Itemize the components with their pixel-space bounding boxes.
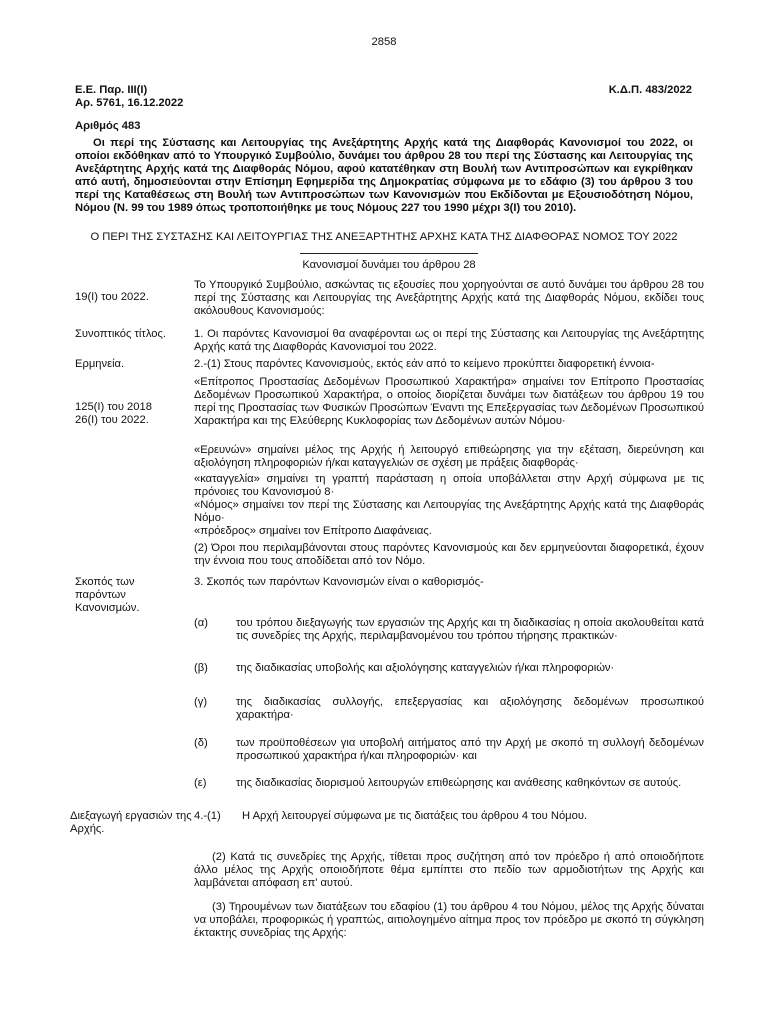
regulation-number: Αριθμός 483 [75,120,141,132]
regulation-4-1: Η Αρχή λειτουργεί σύμφωνα με τις διατάξεις του άρθρου 4 του Νόμου. [242,810,588,822]
definition-commissioner: «Επίτροπος Προστασίας Δεδομένων Προσωπικού Χαρακτήρα» σημαίνει τον Επίτροπο Προστασίας Δεδομένων Προσωπικού Χαρακτήρα, ο οποίος διορίζεται δυνάμει των διατάξεων του άρθρου 19 του περί της Προστασίας των Φυσικών Προσώπων Έναντι της Επεξεργασίας των Δεδομένων Προσωπικού Χαρακτήρα και της Ελεύθερης Κυκλοφορίας των Δεδομένων αυτών Νόμου· [194,376,704,427]
regulation-4-number: 4.-(1) [194,810,221,822]
margin-purpose: Σκοπός των παρόντων Κανονισμών. [75,576,140,614]
list-item-label: (γ) [194,696,208,708]
regulations-heading: Κανονισμοί δυνάμει του άρθρου 28 [302,259,476,271]
regulation-4-3: (3) Τηρουμένων των διατάξεων του εδαφίου (1) του άρθρου 4 του Νόμου, μέλος της Αρχής δύναται να υποβάλει, προφορικώς ή γραπτώς, αιτιολογημένο αίτημα προς τον πρόεδρο με σκοπό τη σύγκληση έκτακτης συνεδρίας της Αρχής: [194,901,704,939]
list-item-label: (δ) [194,737,208,749]
list-item: των προϋποθέσεων για υποβολή αιτήματος από την Αρχή με σκοπό τη συλλογή δεδομένων προσωπικού χαρακτήρα ή/και πληροφοριών· και [236,737,704,762]
regulation-code: Κ.Δ.Π. 483/2022 [608,84,692,96]
list-item-label: (β) [194,662,208,674]
regulation-2: 2.-(1) Στους παρόντες Κανονισμούς, εκτός εάν από το κείμενο προκύπτει διαφορετική έννοια- [194,358,655,370]
law-title: Ο ΠΕΡΙ ΤΗΣ ΣΥΣΤΑΣΗΣ ΚΑΙ ΛΕΙΤΟΥΡΓΙΑΣ ΤΗΣ ΑΝΕΞΑΡΤΗΤΗΣ ΑΡΧΗΣ ΚΑΤΑ ΤΗΣ ΔΙΑΦΘΟΡΑΣ ΝΟΜΟΣ ΤΟΥ 2022 [90,231,678,243]
gazette-issue: Ε.Ε. Παρ. ΙΙΙ(Ι) [75,84,148,96]
margin-law-reference: 19(Ι) του 2022. [75,291,149,303]
margin-conduct: Διεξαγωγή εργασιών της Αρχής. [70,810,192,835]
definition-complaint: «καταγγελία» σημαίνει τη γραπτή παράσταση η οποία υποβάλλεται στην Αρχή σύμφωνα με τις πρόνοιες του Κανονισμού 8· [194,473,704,498]
regulation-3: 3. Σκοπός των παρόντων Κανονισμών είναι ο καθορισμός- [194,576,484,588]
regulation-4-2: (2) Κατά τις συνεδρίες της Αρχής, τίθεται προς συζήτηση από τον πρόεδρο ή από οποιοδήποτε άλλο μέλος της Αρχής οποιοδήποτε θέμα εμπίπτει στο πεδίο των αρμοδιοτήτων της Αρχής και λαμβάνεται απόφαση επ' αυτού. [194,851,704,889]
margin-data-laws: 125(Ι) του 2018 26(Ι) του 2022. [75,401,152,426]
list-item: του τρόπου διεξαγωγής των εργασιών της Αρχής και τη διαδικασίας η οποία ακολουθείται κατά τις συνεδρίες της Αρχής, περιλαμβανομένου του τρόπου τήρησης πρακτικών· [236,617,704,642]
regulation-1: 1. Οι παρόντες Κανονισμοί θα αναφέρονται ως οι περί της Σύστασης και Λειτουργίας της Ανεξάρτητης Αρχής κατά της Διαφθοράς Κανονισμοί του 2022. [194,328,704,353]
page-number: 2858 [371,36,397,48]
margin-interpretation: Ερμηνεία. [75,358,125,370]
gazette-number-date: Αρ. 5761, 16.12.2022 [75,97,184,109]
regulation-2-2: (2) Όροι που περιλαμβάνονται στους παρόντες Κανονισμούς και δεν ερμηνεύονται διαφορετικά, έχουν την έννοια που τους αποδίδεται από τον Νόμο. [194,542,704,567]
list-item: της διαδικασίας υποβολής και αξιολόγησης καταγγελιών ή/και πληροφοριών· [236,662,615,674]
list-item: της διαδικασίας διορισμού λειτουργών επιθεώρησης και ανάθεσης καθηκόντων σε αυτούς. [236,777,682,789]
list-item-label: (ε) [194,777,207,789]
intro-paragraph: Το Υπουργικό Συμβούλιο, ασκώντας τις εξουσίες που χορηγούνται σε αυτό δυνάμει του άρθρου 28 του περί της Σύστασης και Λειτουργίας της Ανεξάρτητης Αρχής κατά της Διαφθοράς Νόμου, εκδίδει τους ακόλουθους Κανονισμούς: [194,279,704,317]
list-item-label: (α) [194,617,208,629]
definition-chair: «πρόεδρος» σημαίνει τον Επίτροπο Διαφάνειας. [194,525,432,537]
title-divider [300,253,478,254]
definition-investigator: «Ερευνών» σημαίνει μέλος της Αρχής ή λειτουργό επιθεώρησης για την εξέταση, διερεύνηση και αξιολόγηση πληροφοριών ή/και καταγγελιών σε σχέση με πράξεις διαφθοράς· [194,444,704,469]
margin-synoptic-title: Συνοπτικός τίτλος. [75,328,166,340]
definition-law: «Νόμος» σημαίνει τον περί της Σύστασης και Λειτουργίας της Ανεξάρτητης Αρχής κατά της Διαφθοράς Νόμο· [194,499,704,524]
preamble: Οι περί της Σύστασης και Λειτουργίας της Ανεξάρτητης Αρχής κατά της Διαφθοράς Κανονισμοί του 2022, οι οποίοι εκδόθηκαν από το Υπουργικό Συμβούλιο, δυνάμει του άρθρου 28 του περί της Σύστασης και Λειτουργίας της Ανεξάρτητης Αρχής κατά της Διαφθοράς Νόμου, αφού κατατέθηκαν στη Βουλή των Αντιπροσώπων και εγκρίθηκαν από αυτή, δημοσιεύονται στην Επίσημη Εφημερίδα της Δημοκρατίας σύμφωνα με το εδάφιο (3) του άρθρου 3 του περί της Καταθέσεως στη Βουλή των Αντιπροσώπων των Κανονισμών που Εκδίδονται με Εξουσιοδότηση Νόμου, Νόμου (Ν. 99 του 1989 όπως τροποποιήθηκε με τους Νόμους 227 του 1990 μέχρι 3(Ι) του 2010). [75,137,693,214]
list-item: της διαδικασίας συλλογής, επεξεργασίας και αξιολόγησης δεδομένων προσωπικού χαρακτήρα· [236,696,704,721]
